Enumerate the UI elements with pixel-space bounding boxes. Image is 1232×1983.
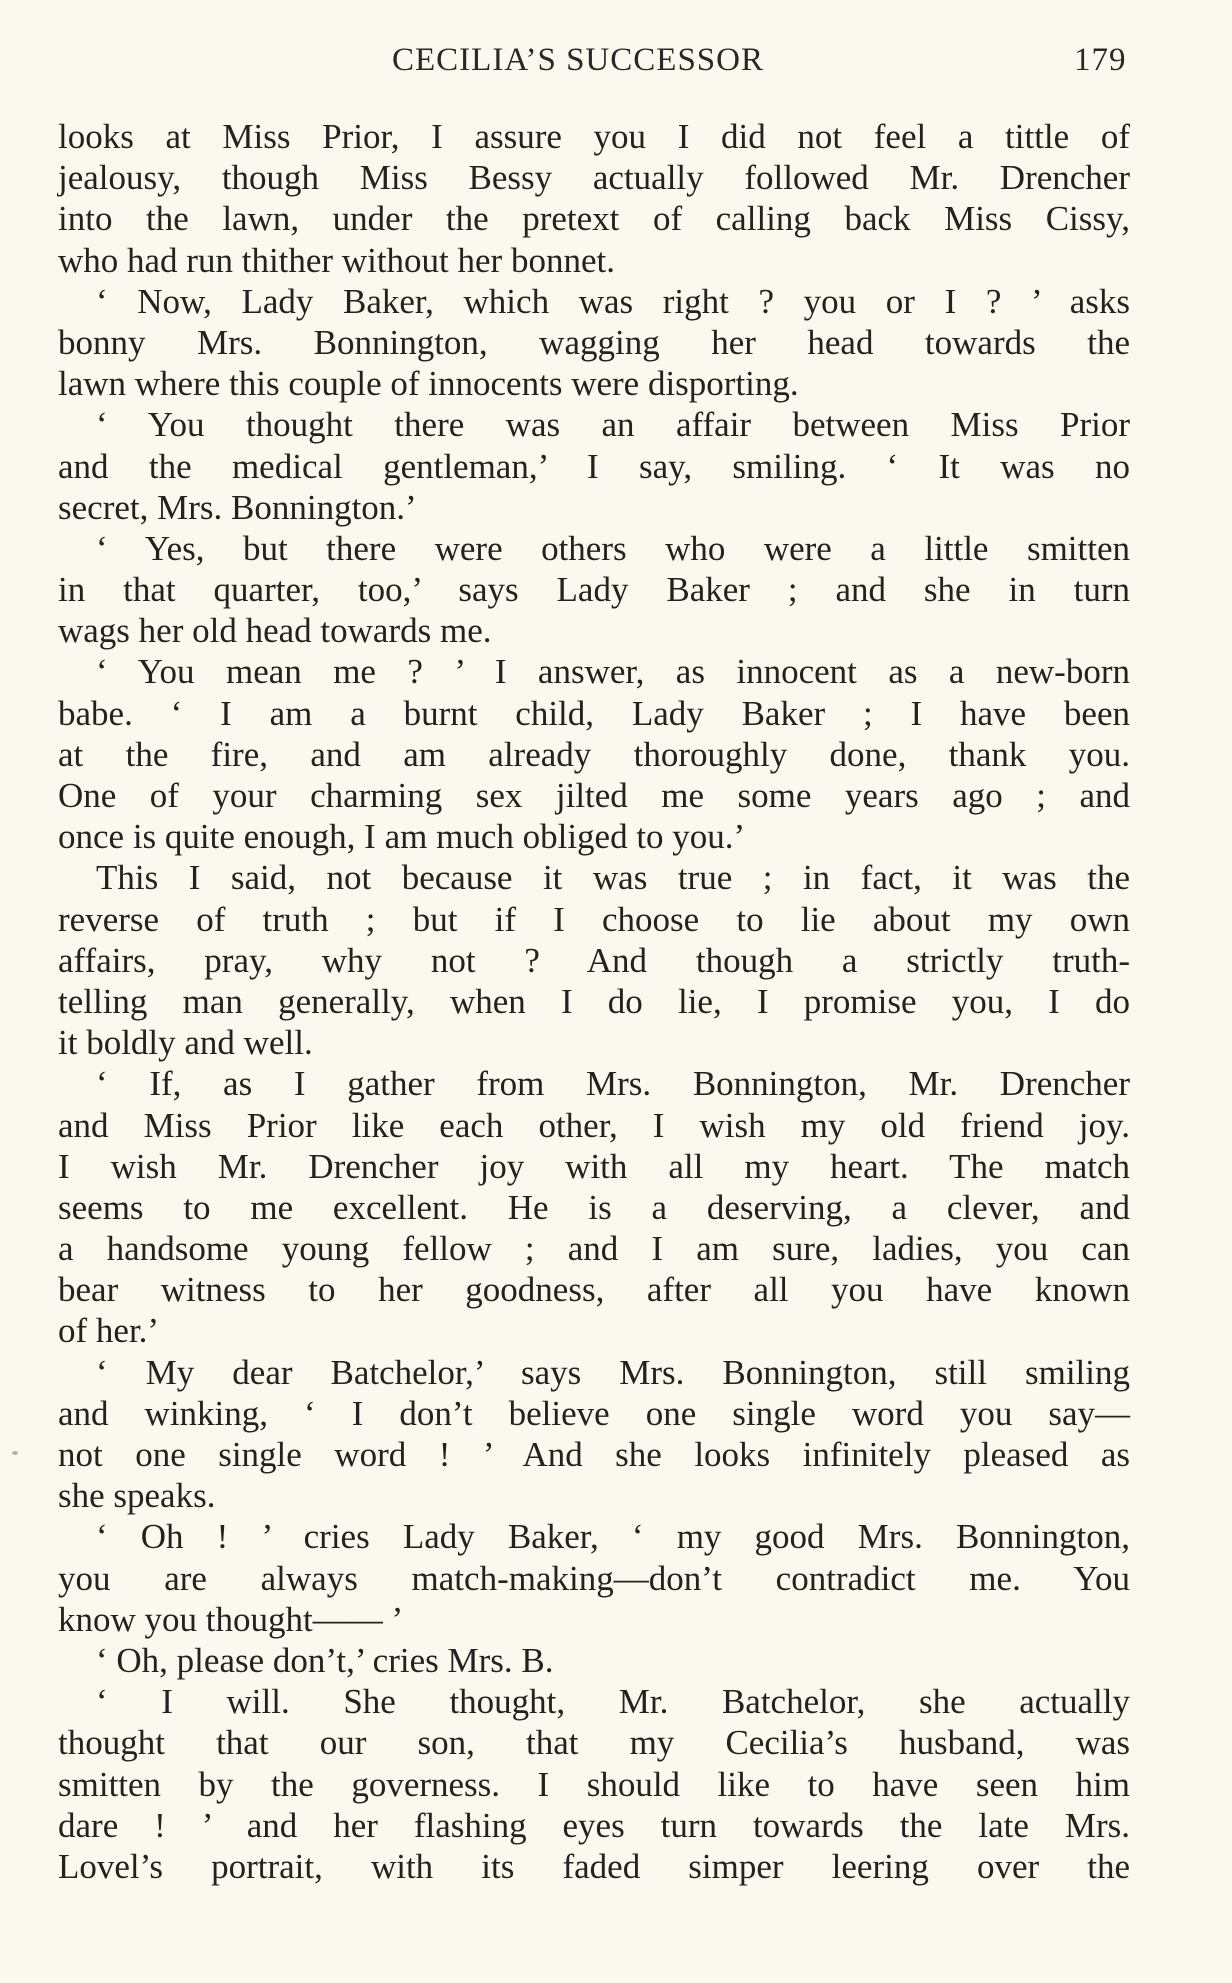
text-line: bonny Mrs. Bonnington, wagging her head towards the xyxy=(58,322,1130,362)
text-line: a handsome young fellow ; and I am sure, ladies, you can xyxy=(58,1229,1130,1269)
text-line: it boldly and well. xyxy=(58,1023,313,1063)
text-line: lawn where this couple of innocents were disporting. xyxy=(58,364,799,404)
text-line: bear witness to her goodness, after all you have known xyxy=(58,1270,1130,1310)
text-line: ‘ I will. She thought, Mr. Batchelor, she actually xyxy=(96,1682,1130,1722)
text-line: One of your charming sex jilted me some years ago ; and xyxy=(58,776,1130,815)
text-line: jealousy, though Miss Bessy actually followed Mr. Drencher xyxy=(58,158,1130,198)
page-number: 179 xyxy=(1074,42,1127,78)
text-line: ‘ Yes, but there were others who were a little smitten xyxy=(96,528,1130,568)
text-line: ‘ You thought there was an affair between Miss Prior xyxy=(96,405,1130,445)
text-line: in that quarter, too,’ says Lady Baker ; and she in turn xyxy=(58,570,1130,610)
text-line: who had run thither without her bonnet. xyxy=(58,240,615,280)
text-line: telling man generally, when I do lie, I promise you, I do xyxy=(58,981,1130,1021)
text-line: into the lawn, under the pretext of calling back Miss Cissy, xyxy=(58,199,1130,239)
text-line: looks at Miss Prior, I assure you I did not feel a tittle of xyxy=(58,117,1130,156)
text-line: ‘ Now, Lady Baker, which was right ? you or I ? ’ asks xyxy=(96,281,1130,321)
text-line: reverse of truth ; but if I choose to lie about my own xyxy=(58,899,1130,939)
text-line: know you thought—— ’ xyxy=(58,1599,404,1639)
text-line: Lovel’s portrait, with its faded simper leering over the xyxy=(58,1846,1130,1886)
text-line: This I said, not because it was true ; in fact, it was the xyxy=(96,858,1130,898)
text-line: ‘ My dear Batchelor,’ says Mrs. Bonnington, still smiling xyxy=(96,1352,1130,1392)
text-line: babe. ‘ I am a burnt child, Lady Baker ; I have been xyxy=(58,693,1130,733)
text-line: not one single word ! ’ And she looks infinitely pleased as xyxy=(58,1435,1130,1474)
text-line: she speaks. xyxy=(58,1476,216,1516)
text-line: you are always match-making—don’t contradict me. You xyxy=(58,1558,1130,1598)
text-line: of her.’ xyxy=(58,1311,160,1351)
text-line: seems to me excellent. He is a deserving, a clever, and xyxy=(58,1187,1130,1227)
text-line: ‘ You mean me ? ’ I answer, as innocent as a new-born xyxy=(96,652,1130,692)
text-line: and Miss Prior like each other, I wish my old friend joy. xyxy=(58,1105,1130,1145)
text-line: dare ! ’ and her flashing eyes turn towards the late Mrs. xyxy=(58,1805,1130,1845)
text-line: smitten by the governess. I should like to have seen him xyxy=(58,1764,1130,1804)
text-line: wags her old head towards me. xyxy=(58,611,492,651)
text-line: affairs, pray, why not ? And though a strictly truth- xyxy=(58,940,1130,980)
text-line: I wish Mr. Drencher joy with all my heart. The match xyxy=(58,1146,1130,1186)
text-line: thought that our son, that my Cecilia’s husband, was xyxy=(58,1723,1130,1763)
text-line: and winking, ‘ I don’t believe one single word you say— xyxy=(58,1393,1130,1433)
text-line: and the medical gentleman,’ I say, smiling. ‘ It was no xyxy=(58,446,1130,486)
margin-speck xyxy=(12,1451,18,1455)
text-line: ‘ If, as I gather from Mrs. Bonnington, Mr. Drencher xyxy=(96,1064,1130,1104)
running-title: CECILIA’S SUCCESSOR xyxy=(392,42,764,78)
text-line: secret, Mrs. Bonnington.’ xyxy=(58,487,417,527)
text-line: ‘ Oh ! ’ cries Lady Baker, ‘ my good Mrs. Bonnington, xyxy=(96,1517,1130,1557)
text-line: at the fire, and am already thoroughly done, thank you. xyxy=(58,734,1130,774)
running-head xyxy=(0,38,1232,88)
text-line: once is quite enough, I am much obliged to you.’ xyxy=(58,817,746,857)
body-text xyxy=(58,116,1130,1887)
text-line: ‘ Oh, please don’t,’ cries Mrs. B. xyxy=(96,1640,554,1680)
